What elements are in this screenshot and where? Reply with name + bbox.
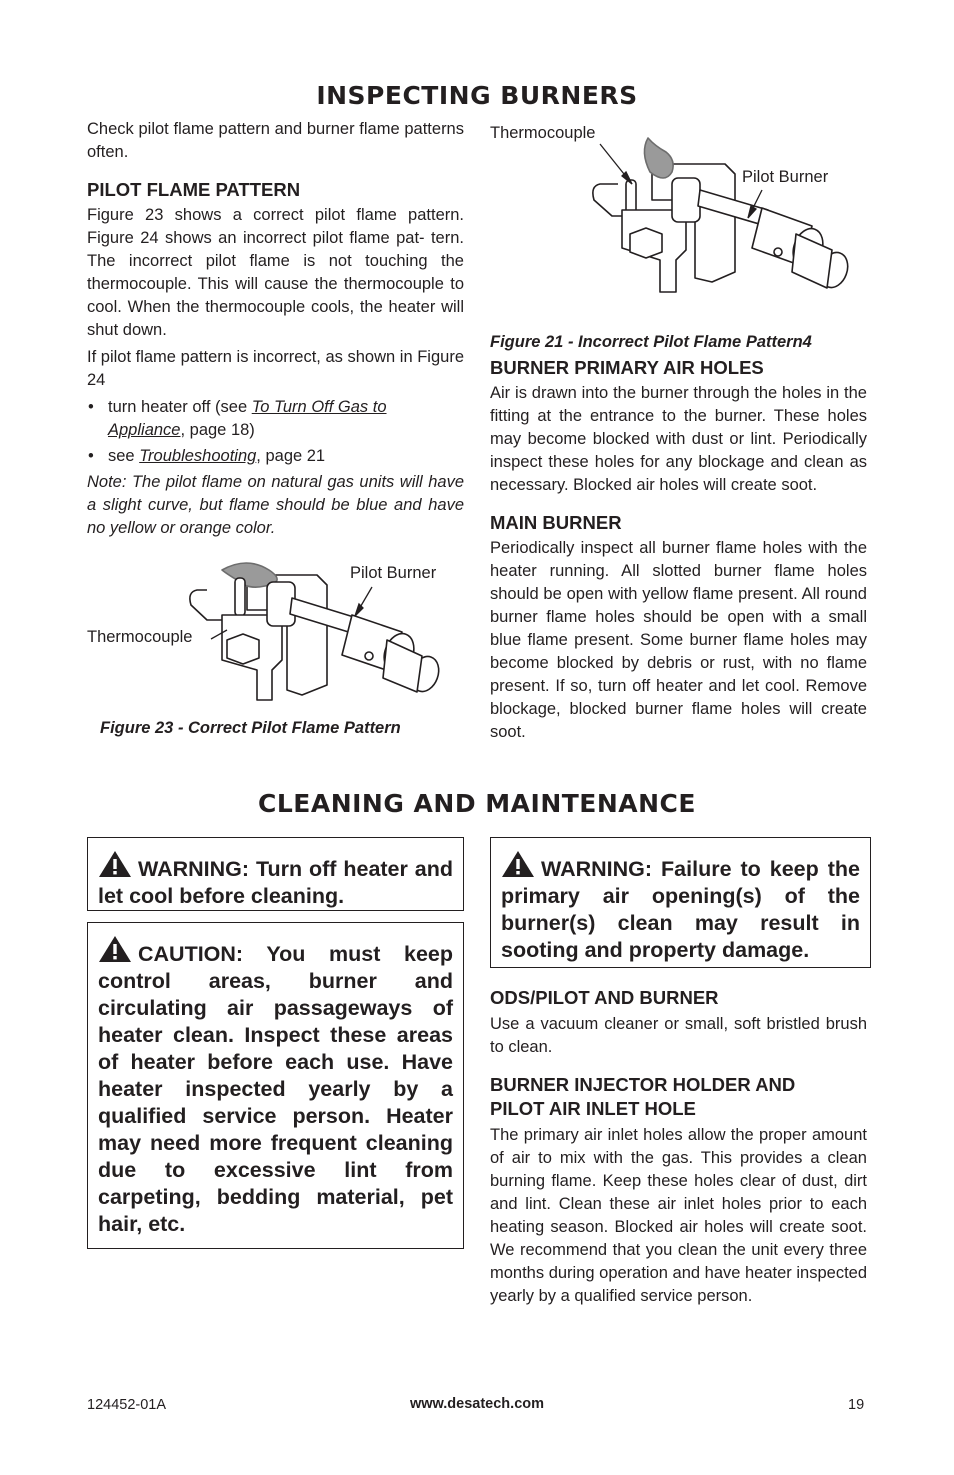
step-troubleshooting-suffix: , page 21 — [256, 447, 326, 465]
main-burner-paragraph — [490, 537, 867, 744]
primary-air-text: Air is drawn into the burner through the holes in the fitting at the entrance to the burner. These holes may become blocked with dust or lint. Periodically inspect these holes for any blockage and clean as necessary. Blocked air holes will create soot. — [490, 384, 867, 494]
main-burner-text-a: Periodically inspect all burner flame holes with the heater running. All slotted burner flame holes should be open with yellow flame present. All round burner flame holes should be open with a small blue flame present. Some — [490, 539, 867, 649]
figure23-pilot-burner-label: Pilot Burner — [350, 564, 437, 582]
figure-21 — [490, 122, 867, 332]
warning-box-cool-before-cleaning — [87, 837, 464, 911]
step-turn-off-suffix: , page 18) — [180, 421, 255, 439]
left-column-top — [87, 118, 464, 540]
figure-23 — [87, 560, 464, 750]
section-heading-inspecting-burners: INSPECTING BURNERS — [316, 81, 638, 110]
footer-page-number: 19 — [848, 1397, 865, 1413]
pilot-flame-text-a: Figure 23 shows a correct pilot flame pattern. Figure 24 shows an incorrect pilot flame pat- — [87, 206, 464, 247]
main-burner-heading: MAIN BURNER — [490, 512, 622, 533]
ods-heading: ODS/PILOT AND BURNER — [490, 987, 719, 1008]
pilot-flame-text-c: to cool. When the thermocouple cools, the heater will shut down. — [87, 275, 464, 339]
warning-cool-text: WARNING: Turn off heater and let cool before cleaning. — [98, 857, 453, 908]
ods-text: Use a vacuum cleaner or small, soft bristled brush to clean. — [490, 1015, 867, 1056]
right-column-top — [490, 331, 867, 744]
footer-website[interactable]: www.desatech.com — [409, 1396, 545, 1412]
pilot-burner-incorrect-illustration — [490, 122, 867, 302]
section-heading-cleaning-maintenance: CLEANING AND MAINTENANCE — [257, 789, 696, 818]
figure21-thermocouple-label: Thermocouple — [490, 124, 596, 142]
warning-box-primary-air — [490, 837, 871, 968]
pilot-flame-text-b: tern. The incorrect pilot flame is not touching the thermocouple. This will cause the thermocouple — [87, 229, 464, 293]
pilot-flame-paragraph — [87, 204, 464, 342]
link-troubleshooting[interactable]: Troubleshooting — [139, 447, 257, 465]
right-column-bottom — [490, 986, 867, 1308]
figure23-thermocouple-label: Thermocouple — [87, 628, 193, 646]
injector-heading-line2: PILOT AIR INLET HOLE — [490, 1098, 696, 1119]
figure23-caption: Figure 23 - Correct Pilot Flame Pattern — [100, 719, 401, 737]
figure21-pilot-burner-label: Pilot Burner — [742, 168, 829, 186]
main-burner-text-b: burner flame holes may become blocked by debris or rust, with no flame present. If so, turn off heater and let cool. Remove blockage, blocked burner flame holes will create soot. — [490, 631, 867, 741]
footer-part-number: 124452-01A — [87, 1397, 167, 1413]
pilot-flame-incorrect-text: If pilot flame pattern is incorrect, as shown in Figure 24 — [87, 348, 464, 389]
caution-box-keep-clean — [87, 922, 464, 1249]
primary-air-heading: BURNER PRIMARY AIR HOLES — [490, 357, 764, 378]
warning-primary-air-text: WARNING: Failure to keep the primary air opening(s) of the burner(s) clean may result in sooting and property damage. — [501, 857, 860, 962]
step-turn-off — [87, 396, 464, 442]
caution-triangle-icon — [98, 935, 132, 963]
warning-triangle-icon-2 — [501, 850, 535, 878]
pilot-flame-steps — [87, 396, 464, 468]
step-troubleshooting — [87, 445, 464, 468]
intro-text: Check pilot flame pattern and burner flame patterns often. — [87, 120, 464, 161]
step-turn-off-prefix: turn heater off (see — [108, 398, 252, 416]
injector-heading-line1: BURNER INJECTOR HOLDER AND — [490, 1074, 796, 1095]
pilot-flame-heading: PILOT FLAME PATTERN — [87, 179, 301, 200]
figure21-caption: Figure 21 - Incorrect Pilot Flame Pattern4 — [490, 333, 812, 351]
step-troubleshooting-prefix: see — [108, 447, 140, 465]
warning-triangle-icon — [98, 850, 132, 878]
pilot-flame-note: Note: The pilot flame on natural gas units will have a slight curve, but flame should be blue and have no yellow or orange color. — [87, 473, 464, 537]
link-turn-off-gas[interactable]: To Turn Off Gas to Appliance — [108, 398, 387, 439]
caution-text: CAUTION: You must keep control areas, burner and circulating air passageways of heater clean. Inspect these areas of heater before each use. Have heater inspected yearly by a qualified service person. Heater may need more frequent cleaning due to excessive lint from carpeting, bedding material, pet hair, etc. — [98, 942, 453, 1236]
injector-text: The primary air inlet holes allow the proper amount of air to mix with the gas. This provides a clean burning flame. Keep these holes clear of dust, dirt and lint. Clean these air inlet holes prior to each heating season. Blocked air holes will create soot. We recommend that you clean the unit every three months during operation and have heater inspected yearly by a qualified service person. — [490, 1126, 868, 1305]
